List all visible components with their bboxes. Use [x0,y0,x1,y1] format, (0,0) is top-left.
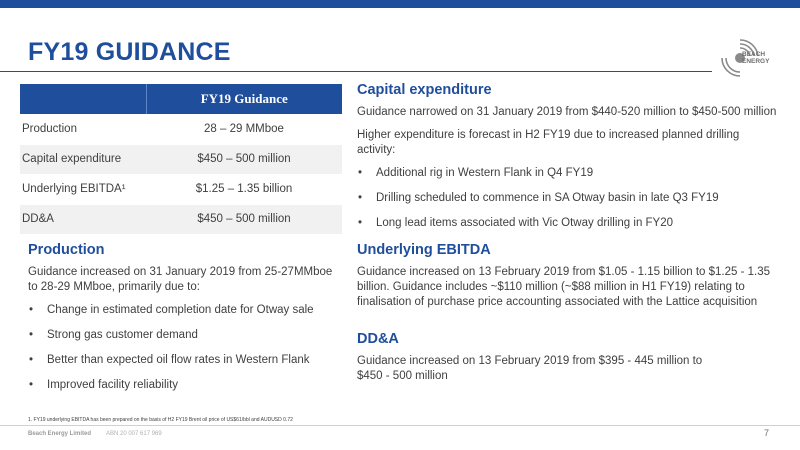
capex-heading: Capital expenditure [357,82,492,98]
row-label: DD&A [20,204,146,234]
ebitda-heading: Underlying EBITDA [357,242,491,258]
row-label: Capital expenditure [20,144,146,174]
slide-title: FY19 GUIDANCE [28,38,231,66]
row-value: 28 – 29 MMboe [146,114,342,144]
table-row [20,174,342,204]
capex-detail: Higher expenditure is forecast in H2 FY19 due to increased planned drilling activity: [357,129,740,156]
footer-abn: ABN 20 007 617 969 [106,431,162,437]
footer-divider [0,425,800,426]
top-accent-bar [0,0,800,8]
table-header-label: FY19 Guidance [200,91,288,106]
production-heading: Production [28,242,105,258]
dda-text: Guidance increased on 13 February 2019 from $395 - 445 million to $450 - 500 million [357,355,703,382]
beach-energy-logo [716,36,770,80]
footer-company: Beach Energy Limited [28,431,92,437]
capex-summary: Guidance narrowed on 31 January 2019 from $440-520 million to $450-500 million [357,106,777,118]
production-bullets [28,303,348,393]
footnote: 1. FY19 underlying EBITDA has been prepared on the basis of H2 FY19 Brent oil price of US$61/bbl and AUDUSD 0.72 [28,417,293,423]
production-intro: Guidance increased on 31 January 2019 from 25-27MMboe to 28-29 MMboe, primarily due to: [28,266,333,293]
table-row [20,144,342,174]
table-header-blank [20,84,146,114]
list-item: • Strong gas customer demand [28,328,348,343]
row-value: $450 – 500 million [146,144,342,174]
guidance-table [20,84,342,235]
list-item: • Improved facility reliability [28,378,348,393]
list-item: • Long lead items associated with Vic Otway drilling in FY20 [357,216,777,231]
list-item: • Better than expected oil flow rates in Western Flank [28,353,348,368]
logo-word-1: BEACH [742,51,766,58]
ebitda-text: Guidance increased on 13 February 2019 from $1.05 - 1.15 billion to $1.25 - 1.35 billion. Guidance includes ~$110 million (~$88 million in H1 FY19) relating to finalisation of purchase price accounting associated with the Lattice acquisition [357,266,770,308]
row-label: Production [20,114,146,144]
capex-bullets [357,166,777,231]
row-value: $450 – 500 million [146,204,342,234]
table-row [20,114,342,144]
list-item: • Drilling scheduled to commence in SA Otway basin in late Q3 FY19 [357,191,777,206]
row-value: $1.25 – 1.35 billion [146,174,342,204]
table-header-row [20,84,342,114]
list-item: • Additional rig in Western Flank in Q4 FY19 [357,166,777,181]
list-item: • Change in estimated completion date for Otway sale [28,303,348,318]
table-row [20,204,342,234]
dda-heading: DD&A [357,331,399,347]
page-number: 7 [764,428,770,438]
row-label: Underlying EBITDA¹ [20,174,146,204]
logo-word-2: ENERGY [742,58,770,65]
title-divider [0,71,712,72]
